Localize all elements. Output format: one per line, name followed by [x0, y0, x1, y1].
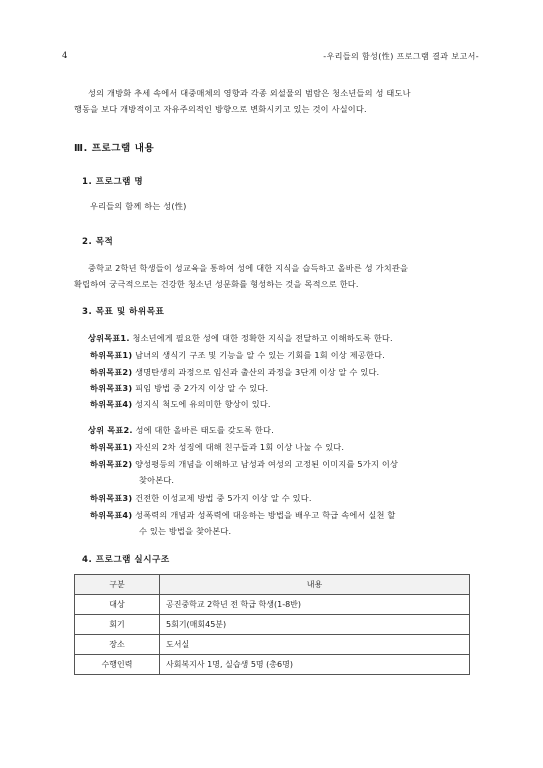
intro-line-1: 성의 개방화 추세 속에서 대중매체의 영향과 각종 외설물의 범람은 청소년들의 성 태도나: [88, 88, 411, 98]
sub-goal: [90, 459, 398, 470]
table-row: [75, 595, 470, 615]
table-cell-value: 5회기(매회45분): [160, 615, 470, 635]
table-cell-value: 도서실: [160, 635, 470, 655]
upper-goal-1: [88, 333, 393, 344]
sub-goal-label: 하위목표1): [90, 350, 133, 360]
table-cell-value: 공진중학교 2학년 전 학급 학생(1-8반): [160, 595, 470, 615]
sub-goal-label: 하위목표4): [90, 399, 133, 409]
table-cell-key: 장소: [75, 635, 160, 655]
sub-goal-text: 건전한 이성교제 방법 중 5가지 이상 알 수 있다.: [132, 493, 312, 503]
sub-goal-label: 하위목표3): [90, 383, 133, 393]
sub-goal-text: 양성평등의 개념을 이해하고 남성과 여성의 고정된 이미지를 5가지 이상: [132, 459, 399, 469]
sub-goal-label: 하위목표1): [90, 442, 133, 452]
heading-structure: 4. 프로그램 실시구조: [82, 555, 170, 565]
table-cell-value: 사회복지사 1명, 실습생 5명 (총6명): [160, 655, 470, 675]
table-row: [75, 655, 470, 675]
table-cell-key: 대상: [75, 595, 160, 615]
sub-goal-label: 하위목표4): [90, 510, 133, 520]
table-cell-key: 수행인력: [75, 655, 160, 675]
section-title: Ⅲ. 프로그램 내용: [74, 143, 155, 154]
sub-goal-text: 남녀의 생식기 구조 및 기능을 알 수 있는 기회를 1회 이상 제공한다.: [132, 350, 385, 360]
upper-goal-1-text: 청소년에게 필요한 성에 대한 정확한 지식을 전달하고 이해하도록 한다.: [129, 333, 393, 343]
heading-program-name: 1. 프로그램 명: [82, 177, 144, 187]
table-cell-key: 회기: [75, 615, 160, 635]
sub-goal-text: 성폭력의 개념과 성폭력에 대응하는 방법을 배우고 학급 속에서 실천 할: [132, 510, 396, 520]
sub-goal-text: 성지식 척도에 유의미한 향상이 있다.: [132, 399, 271, 409]
sub-goal: [90, 399, 271, 410]
sub-goal-text: 생명탄생의 과정으로 임신과 출산의 과정을 3단계 이상 알 수 있다.: [132, 367, 380, 377]
upper-goal-1-label: 상위목표1.: [88, 333, 130, 343]
sub-goal-text: 자신의 2차 성징에 대해 친구들과 1회 이상 나눌 수 있다.: [132, 442, 345, 452]
program-structure-table: [74, 574, 470, 675]
sub-goal: [90, 383, 268, 394]
sub-goal: [90, 442, 344, 453]
heading-purpose: 2. 목적: [82, 237, 114, 247]
table-row: [75, 615, 470, 635]
sub-goal-text: 피임 방법 중 2가지 이상 알 수 있다.: [132, 383, 269, 393]
sub-goal: [90, 350, 385, 361]
sub-goal: [90, 493, 312, 504]
sub-goal-label: 하위목표3): [90, 493, 133, 503]
sub-goal-label: 하위목표2): [90, 367, 133, 377]
table-header-category: 구분: [75, 575, 160, 595]
sub-goal: [90, 367, 379, 378]
sub-goal: [90, 510, 395, 521]
upper-goal-2: [88, 425, 274, 436]
table-header-content: 내용: [160, 575, 470, 595]
table-row: [75, 635, 470, 655]
upper-goal-2-label: 상위 목표2.: [88, 425, 133, 435]
sub-goal-continuation: 수 있는 방법을 찾아본다.: [139, 526, 232, 536]
sub-goal-label: 하위목표2): [90, 459, 133, 469]
upper-goal-2-text: 성에 대한 올바른 태도를 갖도록 한다.: [132, 425, 274, 435]
program-name-text: 우리들의 함께 하는 성(性): [90, 201, 187, 211]
purpose-line-2: 확립하여 궁극적으로는 건강한 청소년 성문화를 형성하는 것을 목적으로 한다.: [74, 279, 359, 289]
intro-line-2: 행동을 보다 개방적이고 자유주의적인 방향으로 변화시키고 있는 것이 사실이다.: [74, 104, 367, 114]
running-header: -우리들의 함성(性) 프로그램 결과 보고서-: [323, 52, 479, 61]
sub-goal-continuation: 찾아본다.: [139, 475, 175, 485]
page-number: 4: [62, 51, 68, 61]
purpose-line-1: 중학교 2학년 학생들이 성교육을 통하여 성에 대한 지식을 습득하고 올바른 성 가치관을: [88, 263, 409, 273]
heading-goals: 3. 목표 및 하위목표: [82, 307, 165, 317]
table-header-row: [75, 575, 470, 595]
